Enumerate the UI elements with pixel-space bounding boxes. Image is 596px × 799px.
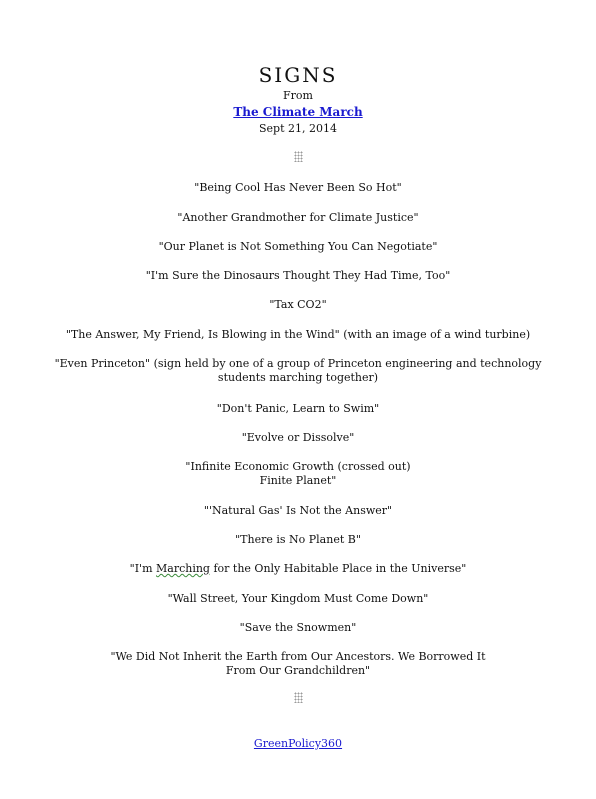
sign-item: "Even Princeton" (sign held by one of a group of Princeton engineering and technology students marching together) [54, 357, 542, 384]
climate-march-link[interactable]: The Climate March [233, 105, 363, 119]
sign-item: "We Did Not Inherit the Earth from Our Ancestors. We Borrowed It From Our Grandchildren" [110, 650, 486, 677]
sign-item: "The Answer, My Friend, Is Blowing in the Wind" (with an image of a wind turbine) [65, 328, 531, 341]
from-label: From [283, 89, 313, 102]
sign-item: "Wall Street, Your Kingdom Must Come Down" [167, 592, 429, 605]
sign-item: Finite Planet" [259, 474, 337, 487]
sign-item: "'Natural Gas' Is Not the Answer" [203, 504, 393, 517]
sign-item [60, 562, 536, 576]
page-title: SIGNS [258, 63, 338, 87]
sign-text: for the Only Habitable Place in the Universe" [209, 562, 467, 575]
divider-ornament-top [294, 151, 303, 162]
sign-item: "Being Cool Has Never Been So Hot" [194, 181, 402, 194]
sign-item: "I'm Sure the Dinosaurs Thought They Had Time, Too" [145, 269, 451, 282]
sign-text: "I'm [129, 562, 156, 575]
sign-item: "Our Planet is Not Something You Can Negotiate" [158, 240, 438, 253]
sign-item: "Evolve or Dissolve" [241, 431, 355, 444]
sign-item: "Tax CO2" [269, 298, 327, 311]
divider-ornament-bottom [294, 692, 303, 703]
sign-item: "Infinite Economic Growth (crossed out) [185, 460, 411, 473]
sign-item: "Don't Panic, Learn to Swim" [216, 402, 380, 415]
sign-item: "Save the Snowmen" [239, 621, 357, 634]
sign-item: "Another Grandmother for Climate Justice" [177, 211, 419, 224]
greenpolicy360-link[interactable]: GreenPolicy360 [253, 737, 343, 750]
spellcheck-word: Marching [156, 562, 210, 575]
sign-item: "There is No Planet B" [235, 533, 361, 546]
date-label: Sept 21, 2014 [259, 122, 337, 135]
